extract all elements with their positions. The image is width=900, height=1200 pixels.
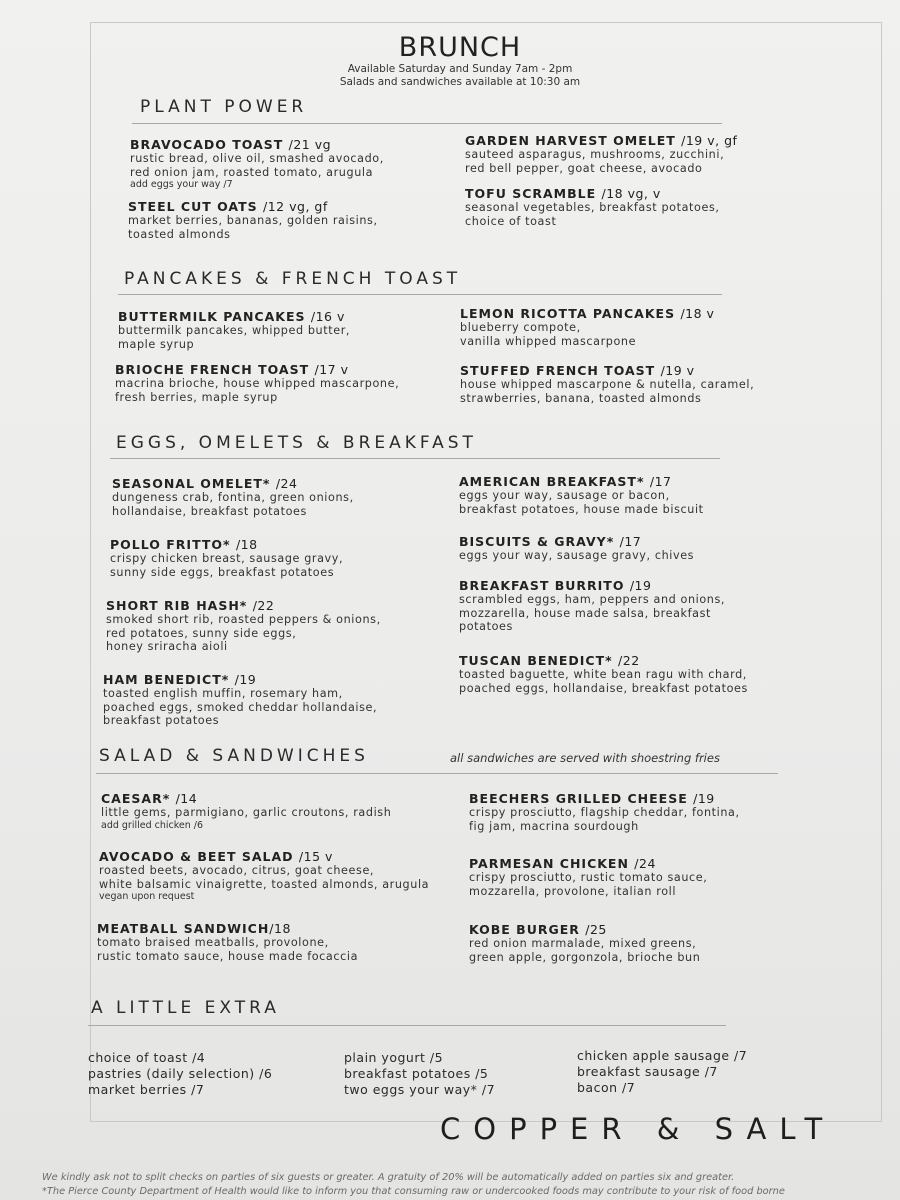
salads-availability-text: Salads and sandwiches available at 10:30 am (339, 76, 581, 88)
menu-item-buttermilk-pancakes: BUTTERMILK PANCAKES /16 v buttermilk pancakes, whipped butter, maple syrup (118, 309, 351, 351)
menu-item-bravocado-toast: BRAVOCADO TOAST /21 vg rustic bread, olive oil, smashed avocado, red onion jam, roasted tomato, arugula add eggs your way /7 (130, 137, 384, 190)
menu-item-tofu-scramble: TOFU SCRAMBLE /18 vg, v seasonal vegetables, breakfast potatoes, choice of toast (465, 186, 720, 228)
menu-item-stuffed-french-toast: STUFFED FRENCH TOAST /19 v house whipped mascarpone & nutella, caramel, strawberries, banana, toasted almonds (460, 363, 755, 405)
sandwich-fries-note: all sandwiches are served with shoestring fries (450, 751, 720, 765)
section-divider (132, 123, 722, 124)
menu-item-brioche-french-toast: BRIOCHE FRENCH TOAST /17 v macrina brioche, house whipped mascarpone, fresh berries, maple syrup (115, 362, 400, 404)
extras-column-3 (577, 1048, 747, 1096)
extra-item: market berries /7 (88, 1082, 205, 1097)
menu-item-lemon-ricotta-pancakes: LEMON RICOTTA PANCAKES /18 v blueberry compote, vanilla whipped mascarpone (460, 306, 715, 348)
section-eggs-title: EGGS, OMELETS & BREAKFAST (116, 433, 477, 453)
extra-item: breakfast sausage /7 (577, 1064, 718, 1079)
menu-item-caesar: CAESAR* /14 little gems, parmigiano, garlic croutons, radish add grilled chicken /6 (101, 791, 392, 831)
menu-item-tuscan-benedict: TUSCAN BENEDICT* /22 toasted baguette, white bean ragu with chard, poached eggs, hollandaise, breakfast potatoes (459, 653, 748, 695)
extra-item: chicken apple sausage /7 (577, 1048, 748, 1063)
brand-logo: COPPER & SALT (440, 1112, 836, 1146)
section-divider (88, 1025, 726, 1026)
section-divider (110, 458, 720, 459)
menu-item-steel-cut-oats: STEEL CUT OATS /12 vg, gf market berries, bananas, golden raisins, toasted almonds (128, 199, 378, 241)
footer-gratuity-note: We kindly ask not to split checks on parties of six guests or greater. A gratuity of 20% will be automatically added on parties six and greater. (42, 1172, 735, 1183)
menu-item-beechers-grilled-cheese: BEECHERS GRILLED CHEESE /19 crispy prosciutto, flagship cheddar, fontina, fig jam, macrina sourdough (469, 791, 740, 833)
section-extra-title: A LITTLE EXTRA (91, 998, 280, 1018)
section-divider (118, 294, 722, 295)
extras-column-2 (344, 1050, 495, 1098)
menu-item-kobe-burger: KOBE BURGER /25 red onion marmalade, mixed greens, green apple, gorgonzola, brioche bun (469, 922, 701, 964)
extra-item: two eggs your way* /7 (344, 1082, 496, 1097)
footer-health-notice: *The Pierce County Department of Health would like to inform you that consuming raw or undercooked foods may contribute to your risk of food borne (42, 1186, 785, 1197)
extra-item: pastries (daily selection) /6 (88, 1066, 273, 1081)
menu-item-garden-harvest-omelet: GARDEN HARVEST OMELET /19 v, gf sauteed asparagus, mushrooms, zucchini, red bell pepper, goat cheese, avocado (465, 133, 738, 175)
menu-item-parmesan-chicken: PARMESAN CHICKEN /24 crispy prosciutto, rustic tomato sauce, mozzarella, provolone, italian roll (469, 856, 708, 898)
extra-item: choice of toast /4 (88, 1050, 206, 1065)
menu-item-avocado-beet-salad: AVOCADO & BEET SALAD /15 v roasted beets, avocado, citrus, goat cheese, white balsamic vinaigrette, toasted almonds, arugula vegan upon request (99, 849, 430, 902)
section-divider (96, 773, 778, 774)
menu-item-ham-benedict: HAM BENEDICT* /19 toasted english muffin, rosemary ham, poached eggs, smoked cheddar hollandaise, breakfast potatoes (103, 672, 378, 727)
extra-item: bacon /7 (577, 1080, 636, 1095)
menu-item-seasonal-omelet: SEASONAL OMELET* /24 dungeness crab, fontina, green onions, hollandaise, breakfast potatoes (112, 476, 354, 518)
menu-title: BRUNCH (398, 32, 522, 63)
menu-item-meatball-sandwich: MEATBALL SANDWICH/18 tomato braised meatballs, provolone, rustic tomato sauce, house made focaccia (97, 921, 359, 963)
extra-item: plain yogurt /5 (344, 1050, 444, 1065)
section-plant-power-title: PLANT POWER (140, 97, 308, 117)
extras-column-1 (88, 1050, 272, 1098)
section-pancakes-title: PANCAKES & FRENCH TOAST (124, 269, 462, 289)
menu-item-american-breakfast: AMERICAN BREAKFAST* /17 eggs your way, sausage or bacon, breakfast potatoes, house made biscuit (459, 474, 704, 516)
menu-item-pollo-fritto: POLLO FRITTO* /18 crispy chicken breast, sausage gravy, sunny side eggs, breakfast potatoes (110, 537, 344, 579)
menu-item-short-rib-hash: SHORT RIB HASH* /22 smoked short rib, roasted peppers & onions, red potatoes, sunny side eggs, honey sriracha aioli (106, 598, 381, 653)
menu-item-biscuits-gravy: BISCUITS & GRAVY* /17 eggs your way, sausage gravy, chives (459, 534, 695, 562)
extra-item: breakfast potatoes /5 (344, 1066, 489, 1081)
availability-text: Available Saturday and Sunday 7am - 2pm (347, 63, 573, 75)
menu-item-breakfast-burrito: BREAKFAST BURRITO /19 scrambled eggs, ham, peppers and onions, mozzarella, house made salsa, breakfast potatoes (459, 578, 726, 633)
section-salad-title: SALAD & SANDWICHES (99, 746, 369, 766)
